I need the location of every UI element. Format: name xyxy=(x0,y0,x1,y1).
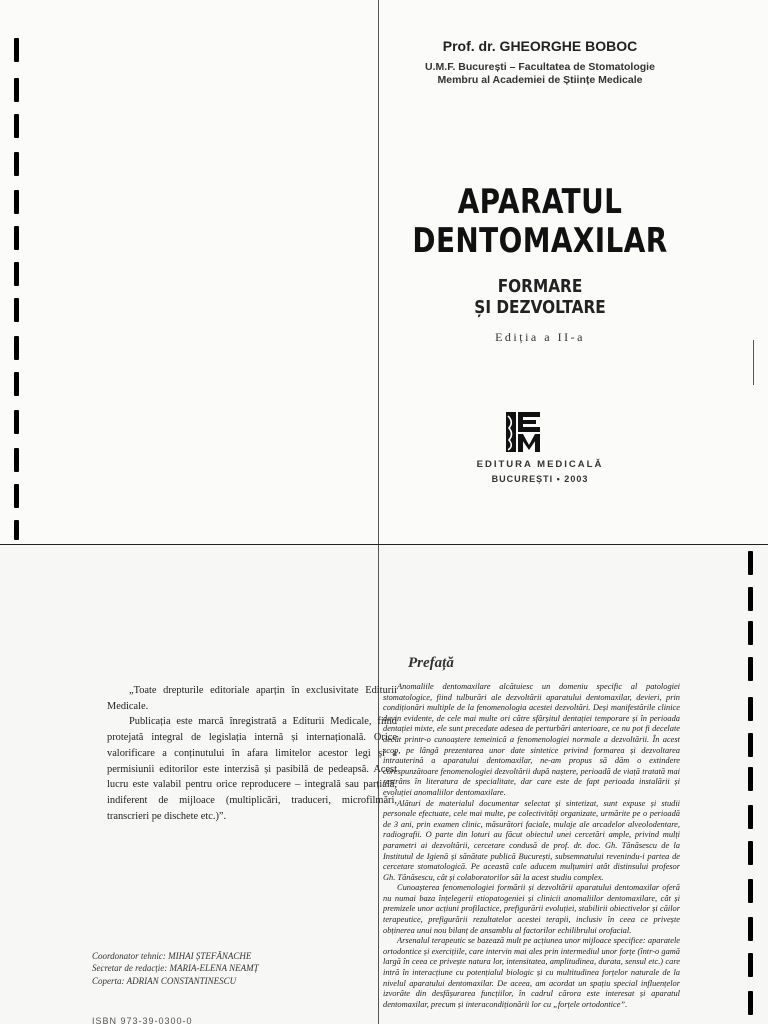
publisher-name: EDITURA MEDICALĂ xyxy=(476,459,604,470)
binding-hole xyxy=(748,697,753,721)
binding-hole xyxy=(14,38,19,62)
binding-hole xyxy=(14,190,19,214)
book-title-line: APARATUL xyxy=(457,182,623,222)
book-subtitle-line: ȘI DEZVOLTARE xyxy=(474,297,606,318)
preface-paragraph: Alături de materialul documentar selectat și sintetizat, sunt expuse și studii personale efectuate, cele mai multe, pe colectivități organizate, urmărite pe o perioadă de 3 ani, prin examen clinic, măsurători faciale, mulaje ale arcadelor alveolodentare, radiografii. O parte din loturi au făcut obiectul unei cercetări ample, privind mulți parametri ai dezvoltării, cercetare condusă de prof. dr. doc. Gh. Tănăsescu de la Institutul de Igienă și sănătate publică București, subsemnatului revenindu-i partea de cercetare stomatologică. Pe această cale aducem mulțumiri atât distinsului profesor Gh. Tănăsescu, cât și colaboratorilor săi la acest studiu complex. xyxy=(383,798,680,882)
binding-hole xyxy=(14,78,19,102)
binding-hole xyxy=(748,587,753,611)
credit-line: Coordonator tehnic: MIHAI ȘTEFĂNACHE xyxy=(92,951,252,961)
binding-hole xyxy=(748,805,753,829)
publisher-logo-icon xyxy=(506,412,542,452)
author-affiliation: U.M.F. București – Facultatea de Stomatologie xyxy=(425,61,655,73)
binding-hole xyxy=(748,657,753,681)
preface-paragraph: Arsenalul terapeutic se bazează mult pe acțiunea unor mijloace specifice: aparatele ortodontice și exercițiile, care intervin mai ales prin intermediul unor forțe (într-o gamă largă în ceea ce privește natura lor, intensitatea, amplitudinea, durata, sensul etc.) care intră în interacțiune cu potențialul biologic și cu multitudinea forțelor naturale de la nivelul aparatului dentomaxilar. De aceea, am acordat un spațiu special influențelor izvorâte din desfășurarea funcțiilor, în cadrul cărora este interesat și aparatul dentomaxilar, precum și interacondiționării lor cu „forțele ortodontice”. xyxy=(383,936,680,1009)
binding-hole xyxy=(14,152,19,176)
preface-heading: Prefață xyxy=(408,655,454,671)
binding-hole xyxy=(748,733,753,757)
binding-hole xyxy=(14,114,19,138)
gutter-line xyxy=(378,0,379,545)
author-name: Prof. dr. GHEORGHE BOBOC xyxy=(442,38,638,54)
binding-hole xyxy=(748,879,753,903)
book-title-line: DENTOMAXILAR xyxy=(412,221,668,261)
copyright-paragraph: Publicația este marcă înregistrată a Editurii Medicale, fiind protejată integral de legislația internă și internațională. Orice valorificare a conținutului în afara limitelor acestor legi și a permisiunii editorilor este interzisă și pasibilă de pedeapsă. Acest lucru este valabil pentru orice reproducere – integrală sau parțială, indiferent de mijloace (multiplicări, traduceri, microfilmări, transcrieri pe dischete etc.)”. xyxy=(107,716,397,822)
publisher-place-year: BUCUREȘTI • 2003 xyxy=(491,474,589,484)
binding-hole xyxy=(14,262,19,286)
credit-line: Coperta: ADRIAN CONSTANTINESCU xyxy=(92,975,237,986)
book-subtitle-line: FORMARE xyxy=(497,276,583,297)
binding-hole xyxy=(14,336,19,360)
binding-hole xyxy=(14,298,19,322)
binding-hole xyxy=(14,372,19,396)
binding-hole xyxy=(14,520,19,540)
copyright-notice xyxy=(107,683,397,824)
binding-hole xyxy=(14,226,19,250)
credits-list xyxy=(92,950,352,987)
binding-hole xyxy=(14,448,19,472)
page-edge-line xyxy=(753,340,754,385)
preface-paragraph: Cunoașterea fenomenologiei formării și dezvoltării aparatului dentomaxilar oferă nu numai baza înțelegerii etiopatogeniei și clinicii anomaliilor dentomaxilare, cât și premizele unor acțiuni profilactice, prefigurării evoluției, stabilirii obiectivelor și căilor terapeutice, prefigurării rezultatelor acestei terapii, inclusiv în ceea ce privește obținerea unui nou bilanț de ansamblu al factorilor echilibrului orofacial. xyxy=(383,883,680,935)
binding-hole xyxy=(748,991,753,1015)
credit-line: Secretar de redacție: MARIA-ELENA NEAMȚ xyxy=(92,963,259,974)
preface-paragraph: Anomaliile dentomaxilare alcătuiesc un domeniu specific al patologiei stomatologice, fiind tulburări ale dezvoltării aparatului dentomaxilar, devieri, prin condiționări multiple de la fenomenologia acestei dezvoltări. Deși manifestările clinice devin evidente, de cele mai multe ori către sfârșitul dentației temporare și în perioada dentației mixte, ele sunt precedate adesea de perturbări anterioare, ce nu pot fi decelate decât printr-o cunoaștere temeinică a fenomenologiei normale a dezvoltării. În acest scop, pe lângă prezentarea unor date sintetice privind formarea și dezvoltarea intrauterină a aparatului dentomaxilar, ne-am propus să dăm o extindere corespunzătoare fenomenologiei dezvoltării după naștere, perioadă de viață tratată mai restrâns în literatura de specialitate, dar care este de fapt perioada instalării și evoluției anomaliilor dentomaxilare. xyxy=(383,682,680,797)
copyright-paragraph: „Toate drepturile editoriale aparțin în exclusivitate Editurii Medicale. xyxy=(107,685,397,712)
binding-hole xyxy=(748,621,753,645)
edition-label: Ediția a II-a xyxy=(495,330,585,344)
binding-hole xyxy=(748,767,753,791)
binding-hole xyxy=(14,410,19,434)
binding-hole xyxy=(748,551,753,575)
binding-hole xyxy=(748,953,753,977)
binding-hole xyxy=(748,841,753,865)
author-affiliation: Membru al Academiei de Științe Medicale xyxy=(437,74,643,86)
isbn-number: ISBN 973-39-0300-0 xyxy=(92,1016,193,1026)
preface-body xyxy=(383,682,680,1010)
binding-hole xyxy=(748,917,753,941)
binding-hole xyxy=(14,484,19,508)
